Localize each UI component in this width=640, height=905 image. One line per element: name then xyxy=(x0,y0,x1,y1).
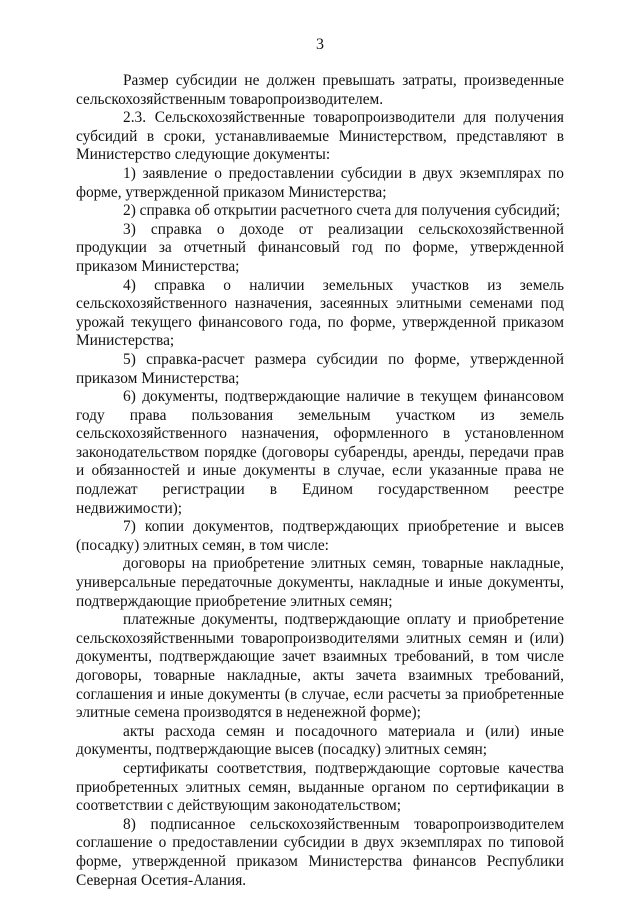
paragraph-subsidy-limit: Размер субсидии не должен превышать затраты, произведенные сельскохозяйственным товаропроизводителем. xyxy=(76,72,564,108)
list-item-5-calculation: 5) справка-расчет размера субсидии по форме, утвержденной приказом Министерства; xyxy=(76,350,564,387)
list-item-1-application: 1) заявление о предоставлении субсидии в двух экземплярах по форме, утвержденной приказом Министерства; xyxy=(76,164,564,201)
page-number: 3 xyxy=(316,36,324,53)
list-item-3-income-certificate: 3) справка о доходе от реализации сельскохозяйственной продукции за отчетный финансовый год по форме, утвержденной приказом Министерства; xyxy=(76,220,564,275)
paragraph-2-3-documents-intro: 2.3. Сельскохозяйственные товаропроизводители для получения субсидий в сроки, устанавливаемые Министерством, представляют в Министерство следующие документы: xyxy=(76,109,564,164)
list-item-7-copies: 7) копии документов, подтверждающих приобретение и высев (посадку) элитных семян, в том числе: xyxy=(76,518,564,554)
list-item-8-agreement: 8) подписанное сельскохозяйственным товаропроизводителем соглашение о предоставлении субсидии в двух экземплярах по типовой форме, утвержденной приказом Министерства финансов Республики Северная Осетия-Алания. xyxy=(76,815,564,889)
sub-item-payment-documents: платежные документы, подтверждающие оплату и приобретение сельскохозяйственными товаропроизводителями элитных семян и (или) документы, подтверждающие зачет взаимных требований, в том числе договоры, товарные накладные, акты зачета взаимных требований, соглашения и иные документы (в случае, если расчеты за приобретенные элитные семена производятся в неденежной форме); xyxy=(76,611,564,722)
sub-item-purchase-contracts: договоры на приобретение элитных семян, товарные накладные, универсальные передаточные документы, накладные и иные документы, подтверждающие приобретение элитных семян; xyxy=(76,555,564,610)
list-item-4-land-certificate: 4) справка о наличии земельных участков из земель сельскохозяйственного назначения, засеянных элитными семенами под урожай текущего финансового года, по форме, утвержденной приказом Министерства; xyxy=(76,276,564,350)
document-body xyxy=(76,72,564,890)
sub-item-seed-usage-acts: акты расхода семян и посадочного материала и (или) иные документы, подтверждающие высев (посадку) элитных семян; xyxy=(76,722,564,759)
sub-item-certificates: сертификаты соответствия, подтверждающие сортовые качества приобретенных элитных семян, выданные органом по сертификации в соответствии с действующим законодательством; xyxy=(76,759,564,815)
list-item-6-land-rights: 6) документы, подтверждающие наличие в текущем финансовом году права пользования земельным участком из земель сельскохозяйственного назначения, оформленного в установленном законодательством порядке (договоры субаренды, аренды, передачи прав и обязанностей и иные документы в случае, если указанные права не подлежат регистрации в Едином государственном реестре недвижимости); xyxy=(76,388,564,517)
list-item-2-bank-account: 2) справка об открытии расчетного счета для получения субсидий; xyxy=(123,202,561,220)
